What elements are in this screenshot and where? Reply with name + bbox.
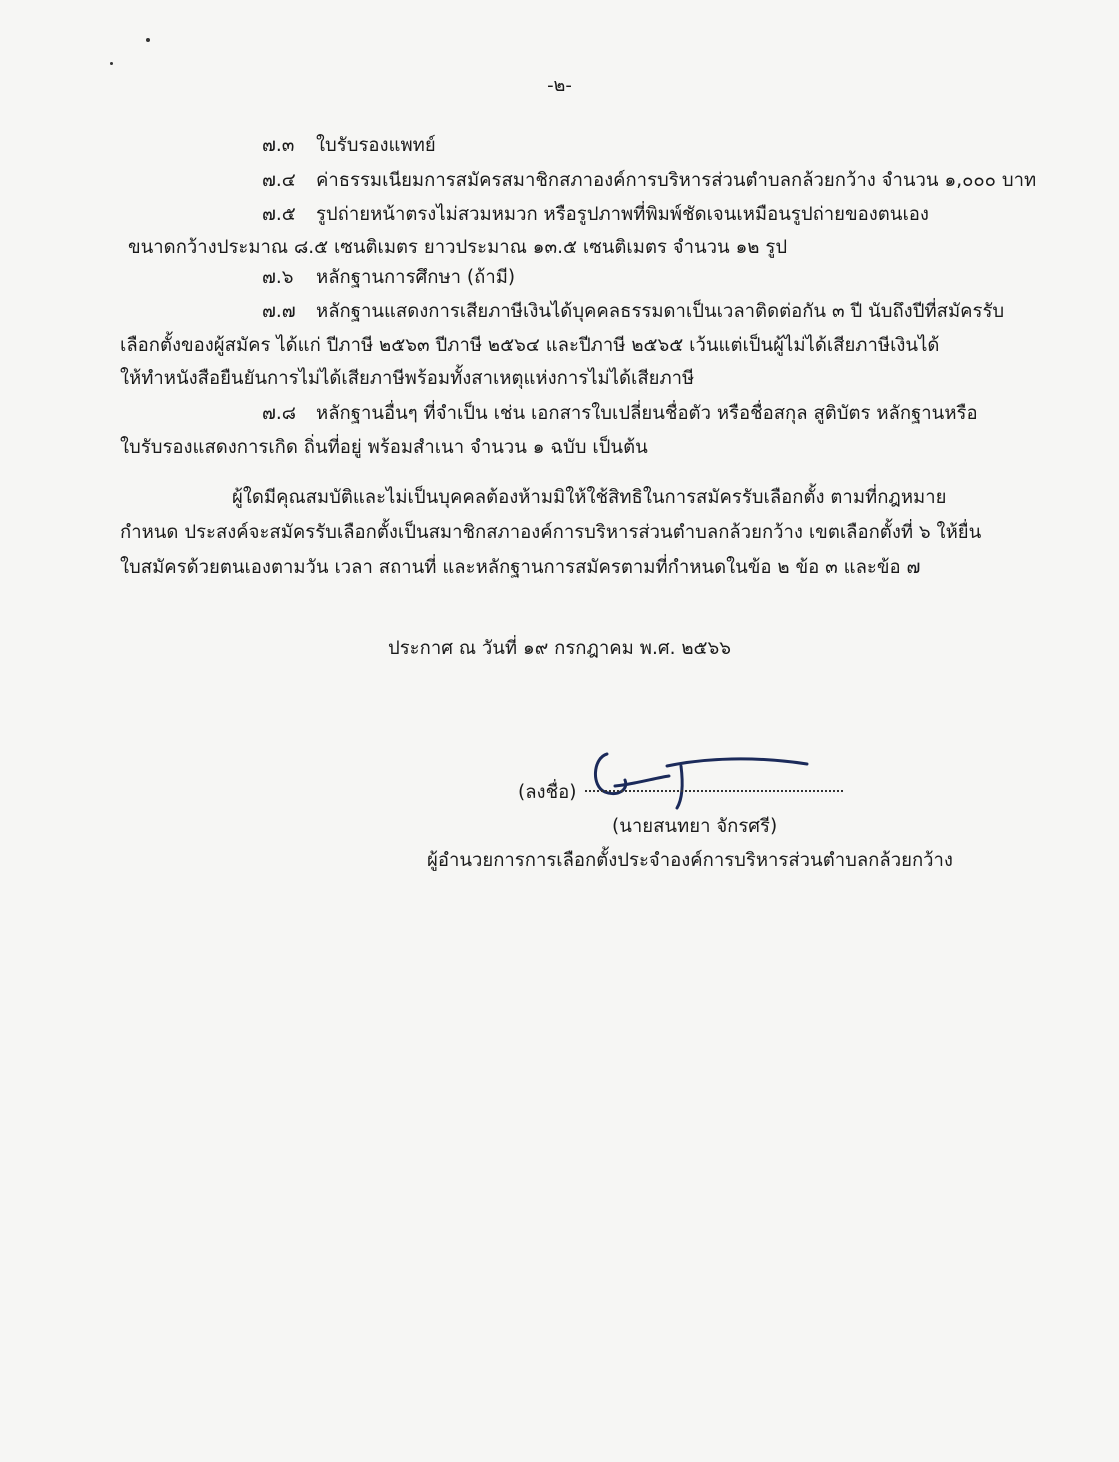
paragraph-line: ผู้ใดมีคุณสมบัติและไม่เป็นบุคคลต้องห้ามมิให้ใช้สิทธิในการสมัครรับเลือกตั้ง ตามที่กฎหมาย <box>232 487 947 508</box>
item-number: ๗.๕ <box>262 204 296 225</box>
signature-line <box>585 790 843 792</box>
item-number: ๗.๔ <box>262 170 296 191</box>
list-item <box>262 265 515 291</box>
list-item <box>262 401 978 427</box>
item-continuation: เลือกตั้งของผู้สมัคร ได้แก่ ปีภาษี ๒๕๖๓ ปีภาษี ๒๕๖๔ และปีภาษี ๒๕๖๕ เว้นแต่เป็นผู้ไม่ได้เสียภาษีเงินได้ <box>120 335 940 356</box>
announcement-date: ประกาศ ณ วันที่ ๑๙ กรกฎาคม พ.ศ. ๒๕๖๖ <box>388 638 732 659</box>
list-item <box>262 202 929 228</box>
item-number: ๗.๗ <box>262 301 296 322</box>
item-continuation: ขนาดกว้างประมาณ ๘.๕ เซนติเมตร ยาวประมาณ ๑๓.๕ เซนติเมตร จำนวน ๑๒ รูป <box>128 237 788 258</box>
speck <box>146 38 150 42</box>
list-item <box>262 299 1004 325</box>
page-number: -๒- <box>547 75 572 96</box>
item-continuation: ให้ทำหนังสือยืนยันการไม่ได้เสียภาษีพร้อมทั้งสาเหตุแห่งการไม่ได้เสียภาษี <box>120 368 695 389</box>
item-number: ๗.๓ <box>262 135 295 156</box>
item-text: หลักฐานอื่นๆ ที่จำเป็น เช่น เอกสารใบเปลี่ยนชื่อตัว หรือชื่อสกุล สูติบัตร หลักฐานหรือ <box>316 403 978 424</box>
list-item <box>262 133 436 159</box>
item-text: หลักฐานการศึกษา (ถ้ามี) <box>316 267 516 288</box>
item-number: ๗.๘ <box>262 403 297 424</box>
item-text: ใบรับรองแพทย์ <box>316 135 436 156</box>
signature-label: (ลงชื่อ) <box>518 782 577 803</box>
list-item <box>262 168 1036 194</box>
item-text: ค่าธรรมเนียมการสมัครสมาชิกสภาองค์การบริหารส่วนตำบลกล้วยกว้าง จำนวน ๑,๐๐๐ บาท <box>316 170 1037 191</box>
signer-name: (นายสนทยา จักรศรี) <box>612 816 778 837</box>
paragraph-line: ใบสมัครด้วยตนเองตามวัน เวลา สถานที่ และหลักฐานการสมัครตามที่กำหนดในข้อ ๒ ข้อ ๓ และข้อ ๗ <box>120 557 921 578</box>
handwritten-signature <box>585 742 825 812</box>
item-text: รูปถ่ายหน้าตรงไม่สวมหมวก หรือรูปภาพที่พิมพ์ชัดเจนเหมือนรูปถ่ายของตนเอง <box>316 204 929 225</box>
paragraph-line: กำหนด ประสงค์จะสมัครรับเลือกตั้งเป็นสมาชิกสภาองค์การบริหารส่วนตำบลกล้วยกว้าง เขตเลือกตั้งที่ ๖ ให้ยื่น <box>120 522 982 543</box>
speck <box>110 62 113 65</box>
signer-position: ผู้อำนวยการการเลือกตั้งประจำองค์การบริหารส่วนตำบลกล้วยกว้าง <box>427 850 953 871</box>
item-text: หลักฐานแสดงการเสียภาษีเงินได้บุคคลธรรมดาเป็นเวลาติดต่อกัน ๓ ปี นับถึงปีที่สมัครรับ <box>316 301 1005 322</box>
item-continuation: ใบรับรองแสดงการเกิด ถิ่นที่อยู่ พร้อมสำเนา จำนวน ๑ ฉบับ เป็นต้น <box>120 437 648 458</box>
item-number: ๗.๖ <box>262 267 294 288</box>
